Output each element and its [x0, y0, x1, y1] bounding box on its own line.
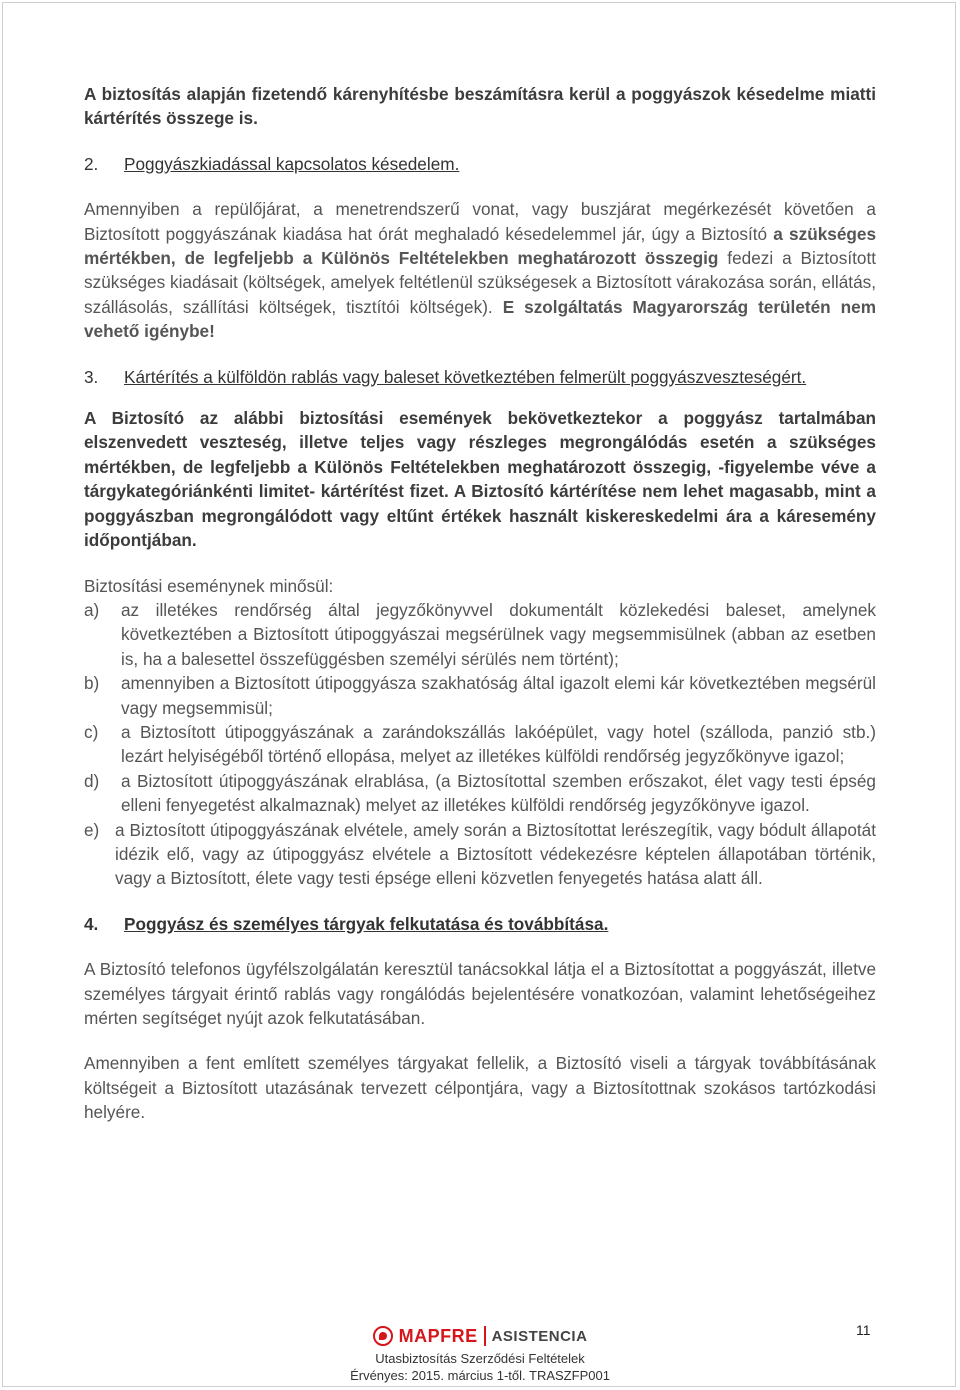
- list-item-text: az illetékes rendőrség által jegyzőkönyvvel dokumentált közlekedési baleset, amelynek következtében a Biztosított útipoggyászai megsérülnek vagy megsemmisülnek (abban az esetben is, ha a balesettel összefüggésben személyi sérülés nem történt);: [121, 599, 876, 669]
- list-item-label: a): [84, 599, 100, 620]
- section-2-text-b: a szükséges mértékben, de legfeljebb a Különös Feltételekben meghatározott összegig: [84, 223, 877, 269]
- list-item: [84, 818, 876, 891]
- brand-divider: [484, 1326, 486, 1346]
- section-2-number: 2.: [84, 153, 99, 174]
- document-body: [84, 82, 876, 1125]
- list-item-label: c): [84, 721, 99, 742]
- list-item-label: d): [84, 770, 100, 791]
- list-item: [84, 720, 876, 769]
- page-footer: [0, 1322, 960, 1384]
- brand-secondary: ASISTENCIA: [491, 1327, 588, 1345]
- brand-name: MAPFRE: [398, 1325, 478, 1346]
- list-item-text: a Biztosított útipoggyászának elrablása, (a Biztosítottal szemben erőszakot, élet vagy testi épség elleni fenyegetést alkalmaznak) melyet az illetékes külföldi rendőrség jegyzőkönyve igazol.: [121, 770, 876, 816]
- footer-title: Utasbiztosítás Szerződési Feltételek: [375, 1351, 585, 1366]
- list-item-text: a Biztosított útipoggyászának elvétele, amely során a Biztosítottat lerészegítik, vagy bódult állapotát idézik elő, vagy az útipoggyász elvétele a Biztosított védekezésre képtelen állapotában történik, vagy a Biztosított, élete vagy testi épsége elleni közvetlen fenyegetés hatása alatt áll.: [115, 819, 876, 889]
- list-item: [84, 598, 876, 671]
- list-item-text: a Biztosított útipoggyászának a zarándokszállás lakóépület, vagy hotel (szálloda, panzió stb.) lezárt helyiségéből történő ellopása, melyet az illetékes külföldi rendőrség jegyzőkönyve igazol;: [121, 721, 876, 767]
- section-4-title: Poggyász és személyes tárgyak felkutatása és továbbítása.: [124, 913, 609, 934]
- section-4-paragraph-1: A Biztosító telefonos ügyfélszolgálatán keresztül tanácsokkal látja el a Biztosítottat a poggyászát, illetve személyes tárgyait érintő rablás vagy rongálódás bejelentésére vonatkozóan, valamint lehetőségeihez mérten segítséget nyújt azok felkutatásában.: [84, 959, 876, 1028]
- mapfre-logo-icon: [373, 1326, 393, 1346]
- section-3-heading: [84, 365, 876, 389]
- section-2-text-c: fedezi a Biztosított szükséges kiadásait (költségek, amelyek feltétlenül szükségesek a Biztosított várakozása során, ellátás, szállásolás, szállítási költségek, tisztítói költségek).: [84, 248, 876, 317]
- section-4-heading: [84, 912, 876, 936]
- section-2-text-d: E szolgáltatás Magyarország területén nem vehető igénybe!: [84, 296, 877, 342]
- section-3-title: Kártérítés a külföldön rablás vagy baleset következtében felmerült poggyászveszteségért.: [124, 366, 807, 387]
- list-item-text: amennyiben a Biztosított útipoggyásza szakhatóság által igazolt elemi kár következtében megsérül vagy megsemmisül;: [121, 673, 876, 718]
- section-3-paragraph: A Biztosító az alábbi biztosítási események bekövetkeztekor a poggyász tartalmában elszenvedett veszteség, illetve teljes vagy részleges megrongálódás esetén a szükséges mértékben, de legfeljebb a Különös Feltételekben meghatározott összegig, -figyelembe véve a tárgykategóriánkénti limitet- kártérítést fizet. A Biztosító kártérítése nem lehet magasabb, mint a poggyászban megrongálódott vagy eltűnt értékek használt kiskereskedelmi ára a káresemény időpontjában.: [84, 408, 876, 551]
- section-2-text-a: Amennyiben a repülőjárat, a menetrendszerű vonat, vagy buszjárat megérkezését követően a Biztosított poggyászának kiadása hat órát meghaladó késedelemmel jár, úgy a Biztosító: [84, 199, 876, 244]
- list-item: [84, 769, 876, 818]
- section-2-paragraph: [84, 197, 876, 343]
- list-item-label: e): [84, 819, 100, 840]
- section-4-paragraph-2: Amennyiben a fent említett személyes tárgyakat fellelik, a Biztosító viseli a tárgyak továbbításának költségeit a Biztosított utazásának tervezett célpontjára, vagy a Biztosítottnak szokásos tartózkodási helyére.: [84, 1053, 876, 1123]
- section-2-heading: [84, 152, 876, 176]
- footer-validity: Érvényes: 2015. március 1-től. TRASZFP001: [350, 1368, 610, 1383]
- list-item-label: b): [84, 673, 100, 694]
- section-3-number: 3.: [84, 366, 99, 387]
- events-intro: Biztosítási eseménynek minősül:: [84, 575, 334, 596]
- page-number: 11: [856, 1322, 871, 1338]
- brand-logo: [0, 1322, 960, 1350]
- intro-paragraph: A biztosítás alapján fizetendő kárenyhítésbe beszámításra kerül a poggyászok késedelme miatti kártérítés összege is.: [84, 84, 876, 129]
- list-item: [84, 671, 876, 720]
- section-4-number: 4.: [84, 913, 99, 934]
- section-2-title: Poggyászkiadással kapcsolatos késedelem.: [124, 153, 460, 174]
